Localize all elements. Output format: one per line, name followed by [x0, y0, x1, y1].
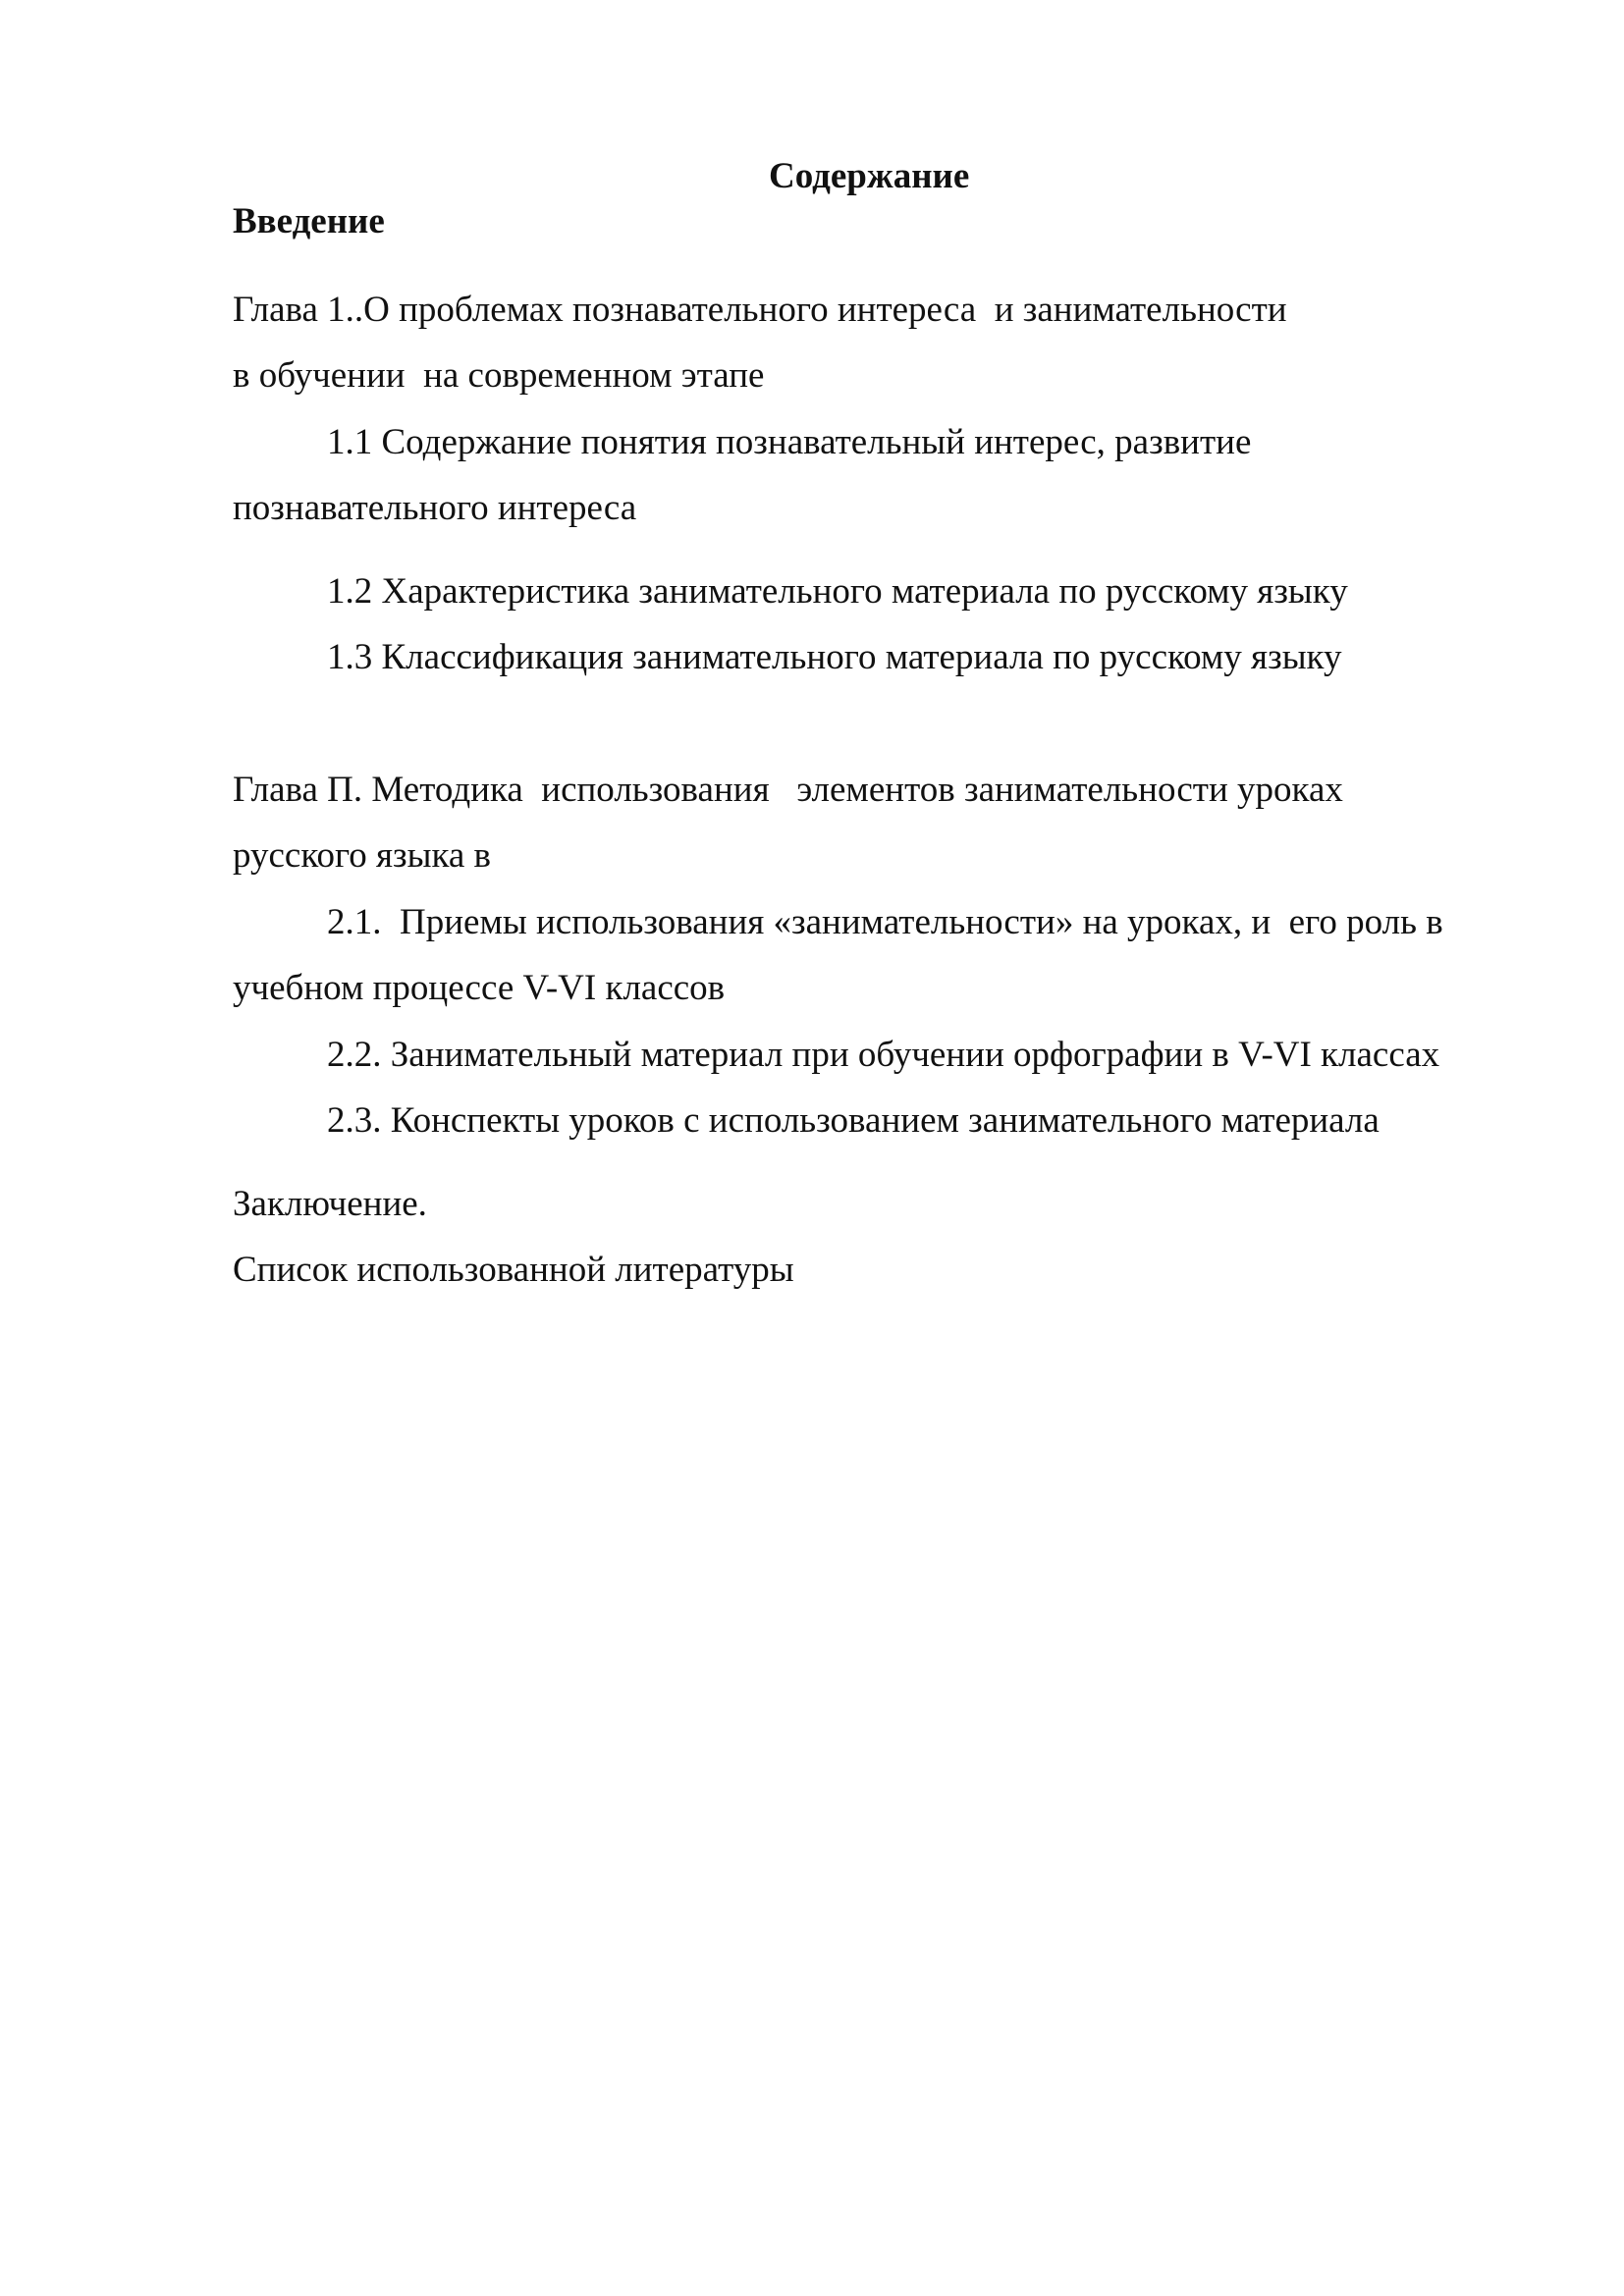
toc-bibliography: Список использованной литературы: [233, 1250, 794, 1290]
toc-section-1-1-line1: 1.1 Содержание понятия познавательный интерес, развитие: [327, 422, 1252, 462]
toc-section-2-1-line1: 2.1. Приемы использования «занимательности» на уроках, и его роль в: [327, 902, 1443, 942]
page-title: Содержание: [769, 156, 970, 196]
toc-chapter1-line1: Глава 1..О проблемах познавательного интереса и занимательности: [233, 290, 1287, 330]
toc-chapter2-line2: русского языка в: [233, 835, 492, 876]
toc-chapter2-line1: Глава П. Методика использования элементов занимательности уроках: [233, 770, 1343, 810]
toc-section-2-2: 2.2. Занимательный материал при обучении орфографии в V-VI классах: [327, 1035, 1440, 1075]
toc-chapter1-line2: в обучении на современном этапе: [233, 355, 765, 396]
toc-section-1-3: 1.3 Классификация занимательного материала по русскому языку: [327, 637, 1342, 677]
toc-section-2-1-line2: учебном процессе V-VI классов: [233, 968, 726, 1008]
toc-conclusion: Заключение.: [233, 1184, 427, 1224]
toc-section-1-2: 1.2 Характеристика занимательного материала по русскому языку: [327, 571, 1348, 612]
toc-section-2-3: 2.3. Конспекты уроков с использованием занимательного материала: [327, 1100, 1380, 1141]
toc-introduction: Введение: [233, 201, 385, 241]
toc-section-1-1-line2: познавательного интереса: [233, 488, 637, 528]
